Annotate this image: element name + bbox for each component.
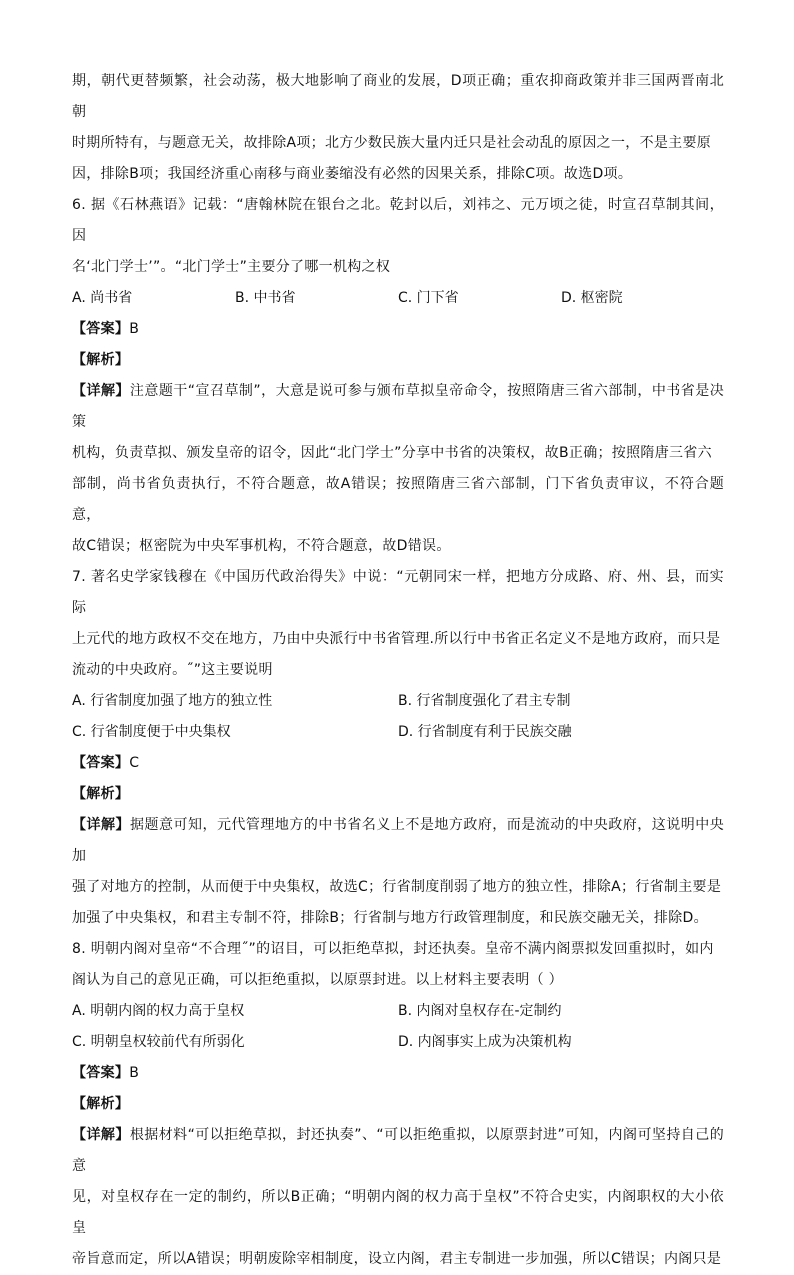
question-stem-line: 7. 著名史学家钱穆在《中国历代政治得失》中说：“元朝同宋一样，把地方分成路、府、州、县，而实际	[72, 569, 724, 616]
detail-label: 【详解】	[72, 1127, 130, 1143]
document-content	[72, 66, 724, 1275]
options-row	[72, 283, 724, 314]
option-b: B. 内阁对皇权存在-定制约	[398, 1003, 562, 1019]
analysis-label: 【解析】	[72, 1096, 130, 1112]
question-stem-line: 6. 据《石林燕语》记载：“唐翰林院在银台之北。乾封以后，刘祎之、元万顷之徒，时宣召草制其间，因	[72, 197, 724, 244]
detail-line: 故C错误；枢密院为中央军事机构，不符合题意，故D错误。	[72, 538, 451, 554]
detail-line: 帝旨意而定，所以A错误；明朝废除宰相制度，设立内阁，君主专制进一步加强，所以C错误；内阁只是	[72, 1251, 722, 1267]
analysis-line	[72, 779, 724, 810]
analysis-label: 【解析】	[72, 352, 130, 368]
prev-analysis-block	[72, 66, 724, 190]
detail-line: 部制，尚书省负责执行，不符合题意，故A错误；按照隋唐三省六部制，门下省负责审议，不符合题意，	[72, 476, 724, 523]
detail-label: 【详解】	[72, 383, 130, 399]
detail-line: 强了对地方的控制，从而便于中央集权，故选C；行省制度削弱了地方的独立性，排除A；行省制主要是	[72, 879, 722, 895]
option-b: B. 中书省	[235, 290, 296, 306]
options-row	[72, 686, 724, 717]
analysis-label: 【解析】	[72, 786, 130, 802]
answer-value: B	[129, 1065, 140, 1081]
option-c: C. 明朝皇权较前代有所弱化	[72, 1034, 245, 1050]
answer-label: 【答案】	[72, 1065, 130, 1081]
detail-line: 机构，负责草拟、颁发皇帝的诏令，因此“北门学士”分享中书省的决策权，故B正确；按照隋唐三省六	[72, 445, 712, 461]
options-row	[72, 1027, 724, 1058]
options-row	[72, 996, 724, 1027]
option-a: A. 尚书省	[72, 290, 133, 306]
question-stem-line: 流动的中央政府。˝”这主要说明	[72, 662, 273, 678]
question-stem-line: 上元代的地方政权不交在地方，乃由中央派行中书省管理.所以行中书省正名定义不是地方政府，而只是	[72, 631, 721, 647]
analysis-line	[72, 1089, 724, 1120]
option-d: D. 行省制度有利于民族交融	[398, 724, 572, 740]
option-d: D. 枢密院	[561, 290, 623, 306]
answer-label: 【答案】	[72, 321, 130, 337]
detail-line: 见，对皇权存在一定的制约，所以B正确；“明朝内阁的权力高于皇权”不符合史实，内阁职权的大小依皇	[72, 1189, 724, 1236]
option-c: C. 行省制度便于中央集权	[72, 724, 231, 740]
question-stem-line: 阁认为自己的意见正确，可以拒绝重拟，以原票封进。以上材料主要表明（ ）	[72, 972, 563, 988]
answer-line	[72, 1058, 724, 1089]
option-a: A. 行省制度加强了地方的独立性	[72, 693, 273, 709]
detail-line: 加强了中央集权，和君主专制不符，排除B；行省制与地方行政管理制度，和民族交融无关，排除D。	[72, 910, 708, 926]
question-7	[72, 562, 724, 934]
option-c: C. 门下省	[398, 290, 459, 306]
answer-value: C	[129, 755, 140, 771]
detail-line	[72, 376, 724, 438]
question-6	[72, 190, 724, 562]
answer-line	[72, 748, 724, 779]
detail-text: 据题意可知，元代管理地方的中书省名义上不是地方政府，而是流动的中央政府，这说明中央加	[72, 817, 724, 864]
analysis-line	[72, 345, 724, 376]
detail-line	[72, 810, 724, 872]
option-d: D. 内阁事实上成为决策机构	[398, 1034, 572, 1050]
option-b: B. 行省制度强化了君主专制	[398, 693, 571, 709]
detail-line	[72, 1120, 724, 1182]
text-line: 期，朝代更替频繁，社会动荡，极大地影响了商业的发展，D项正确；重农抑商政策并非三国两晋南北朝	[72, 73, 724, 120]
detail-text: 根据材料“可以拒绝草拟，封还执奏”、“可以拒绝重拟，以原票封进”可知，内阁可坚持自己的意	[72, 1127, 724, 1174]
text-line: 因，排除B项；我国经济重心南移与商业萎缩没有必然的因果关系，排除C项。故选D项。	[72, 166, 633, 182]
answer-label: 【答案】	[72, 755, 130, 771]
question-stem-line: 名‘北门学士’”。“北门学士”主要分了哪一机构之权	[72, 259, 391, 275]
detail-text: 注意题干“宣召草制”，大意是说可参与颁布草拟皇帝命令，按照隋唐三省六部制，中书省是决策	[72, 383, 724, 430]
text-line: 时期所特有，与题意无关，故排除A项；北方少数民族大量内迁只是社会动乱的原因之一，不是主要原	[72, 135, 712, 151]
options-row	[72, 717, 724, 748]
detail-label: 【详解】	[72, 817, 130, 833]
answer-line	[72, 314, 724, 345]
question-stem-line: 8. 明朝内阁对皇帝“不合理˝”的诏目，可以拒绝草拟，封还执奏。皇帝不满内阁票拟发回重拟时，如内	[72, 941, 714, 957]
question-8	[72, 934, 724, 1275]
answer-value: B	[129, 321, 140, 337]
option-a: A. 明朝内阁的权力高于皇权	[72, 1003, 245, 1019]
